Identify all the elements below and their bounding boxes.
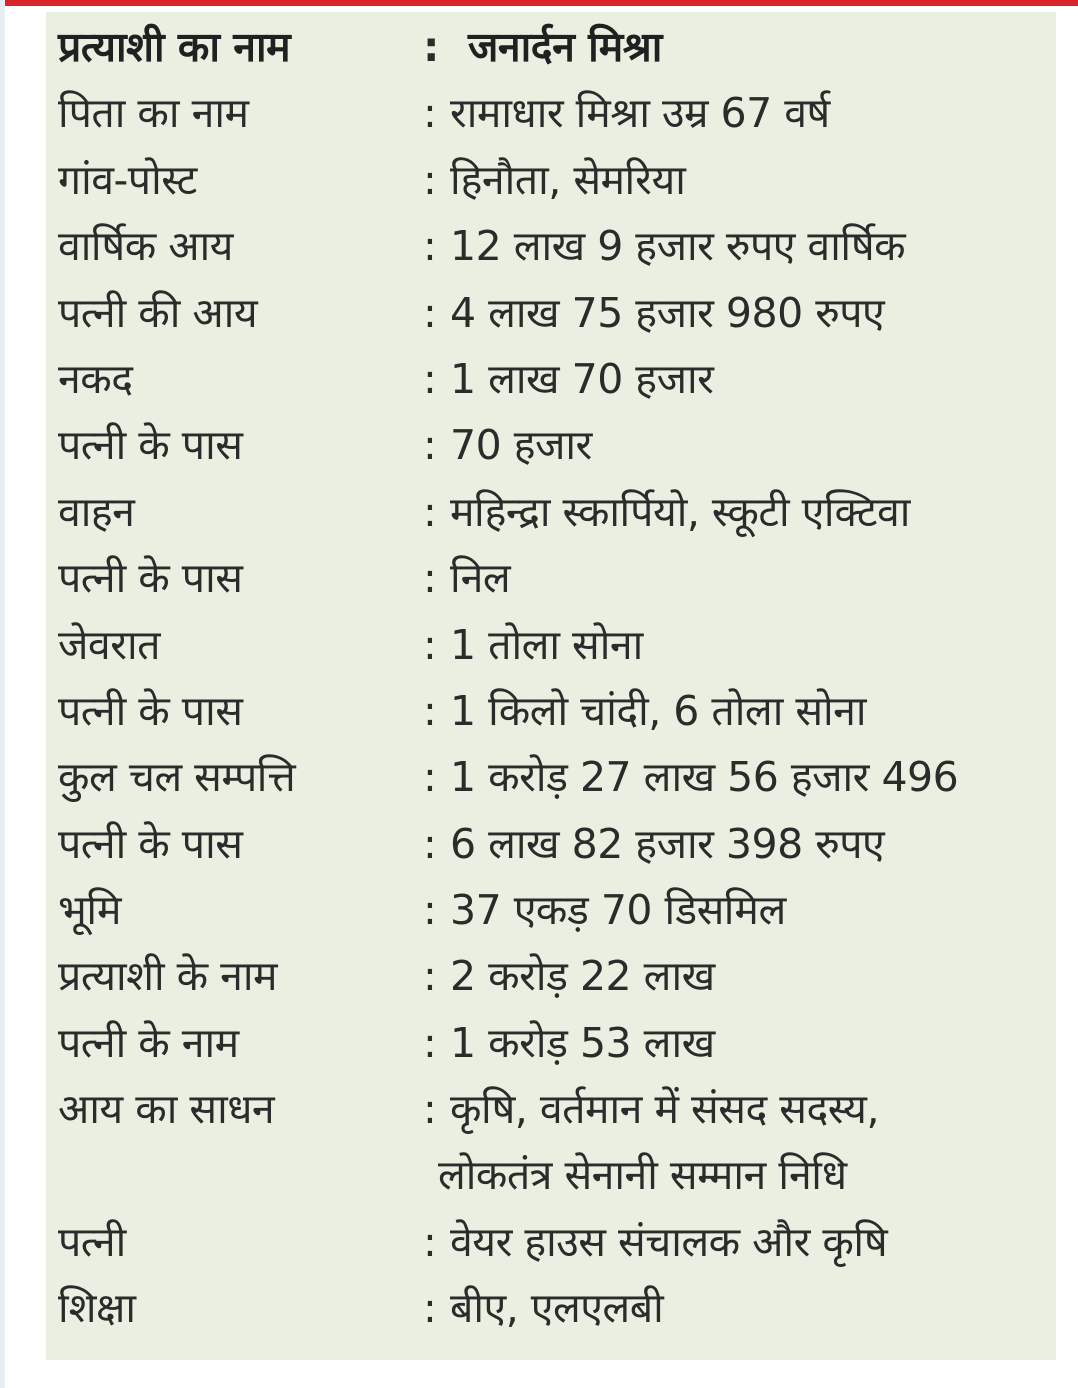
- detail-row: [58, 811, 1048, 877]
- row-separator: :: [423, 23, 440, 71]
- detail-row: [58, 412, 1048, 478]
- row-label: वाहन: [58, 487, 135, 536]
- detail-row: [58, 1209, 1048, 1275]
- top-accent-rule: [0, 0, 1078, 6]
- row-value: 1 किलो चांदी, 6 तोला सोना: [450, 686, 867, 735]
- detail-row: [58, 147, 1048, 213]
- income-source-row: [58, 1076, 1048, 1209]
- detail-row: [58, 479, 1048, 545]
- row-label: वार्षिक आय: [58, 222, 233, 271]
- row-separator: :: [423, 1018, 437, 1067]
- row-label: पत्नी के नाम: [58, 1018, 239, 1067]
- row-separator: :: [423, 686, 437, 735]
- row-value: 37 एकड़ 70 डिसमिल: [450, 886, 786, 935]
- row-separator: :: [423, 222, 437, 271]
- detail-row: [58, 1010, 1048, 1076]
- detail-row: [58, 678, 1048, 744]
- row-label: पत्नी की आय: [58, 288, 258, 337]
- detail-row: [58, 80, 1048, 146]
- row-label: गांव-पोस्ट: [58, 155, 197, 204]
- row-separator: :: [423, 620, 437, 669]
- detail-row: [58, 943, 1048, 1009]
- row-value: 1 तोला सोना: [450, 620, 643, 669]
- detail-row: [58, 744, 1048, 810]
- row-separator: :: [423, 487, 437, 536]
- detail-row: [58, 545, 1048, 611]
- row-separator: :: [423, 288, 437, 337]
- detail-row: [58, 877, 1048, 943]
- row-label: पत्नी के पास: [58, 421, 243, 470]
- row-label: नकद: [58, 354, 133, 403]
- row-value: हिनौता, सेमरिया: [450, 155, 686, 204]
- row-label: पत्नी के पास: [58, 819, 243, 868]
- row-separator: :: [423, 819, 437, 868]
- row-value: जनार्दन मिश्रा: [468, 23, 662, 71]
- row-label: पत्नी: [58, 1218, 126, 1267]
- row-separator: :: [423, 354, 437, 403]
- row-value: वेयर हाउस संचालक और कृषि: [450, 1218, 888, 1267]
- row-value: 12 लाख 9 हजार रुपए वार्षिक: [450, 222, 906, 271]
- row-label: भूमि: [58, 886, 121, 935]
- row-separator: :: [423, 89, 437, 138]
- row-value: 1 करोड़ 27 लाख 56 हजार 496: [450, 753, 959, 802]
- detail-row: [58, 213, 1048, 279]
- row-separator: :: [423, 421, 437, 470]
- row-separator: :: [423, 952, 437, 1001]
- row-value: [438, 1076, 1050, 1208]
- row-value: 2 करोड़ 22 लाख: [450, 952, 715, 1001]
- row-label: पत्नी के पास: [58, 554, 243, 603]
- detail-row: [58, 612, 1048, 678]
- row-separator: :: [423, 1284, 437, 1333]
- row-label: प्रत्याशी का नाम: [58, 23, 291, 71]
- candidate-details-list: [58, 14, 1048, 1342]
- row-value-line: लोकतंत्र सेनानी सम्मान निधि: [438, 1151, 847, 1200]
- row-separator: :: [423, 753, 437, 802]
- candidate-name-row: [58, 14, 1048, 80]
- row-value: 6 लाख 82 हजार 398 रुपए: [450, 819, 885, 868]
- row-separator: :: [423, 554, 437, 603]
- row-value: 70 हजार: [450, 421, 592, 470]
- detail-row: [58, 1275, 1048, 1341]
- row-label: कुल चल सम्पत्ति: [58, 753, 296, 802]
- row-label: जेवरात: [58, 620, 160, 669]
- row-label: पत्नी के पास: [58, 686, 243, 735]
- row-value: रामाधार मिश्रा उम्र 67 वर्ष: [450, 89, 830, 138]
- row-value: 4 लाख 75 हजार 980 रुपए: [450, 288, 885, 337]
- row-label: पिता का नाम: [58, 89, 249, 138]
- row-separator: :: [423, 886, 437, 935]
- row-value: निल: [450, 554, 511, 603]
- row-label: शिक्षा: [58, 1284, 136, 1333]
- row-separator: :: [423, 1218, 437, 1267]
- detail-row: [58, 280, 1048, 346]
- row-label: प्रत्याशी के नाम: [58, 952, 278, 1001]
- row-value: 1 लाख 70 हजार: [450, 354, 714, 403]
- left-margin-rule: [0, 0, 5, 1388]
- row-label: आय का साधन: [58, 1085, 275, 1134]
- row-separator: :: [423, 155, 437, 204]
- row-separator: :: [423, 1085, 437, 1134]
- row-value-line: कृषि, वर्तमान में संसद सदस्य,: [450, 1085, 879, 1134]
- row-value: बीए, एलएलबी: [450, 1284, 664, 1333]
- detail-row: [58, 346, 1048, 412]
- row-value: महिन्द्रा स्कार्पियो, स्कूटी एक्टिवा: [450, 487, 910, 536]
- row-value: 1 करोड़ 53 लाख: [450, 1018, 715, 1067]
